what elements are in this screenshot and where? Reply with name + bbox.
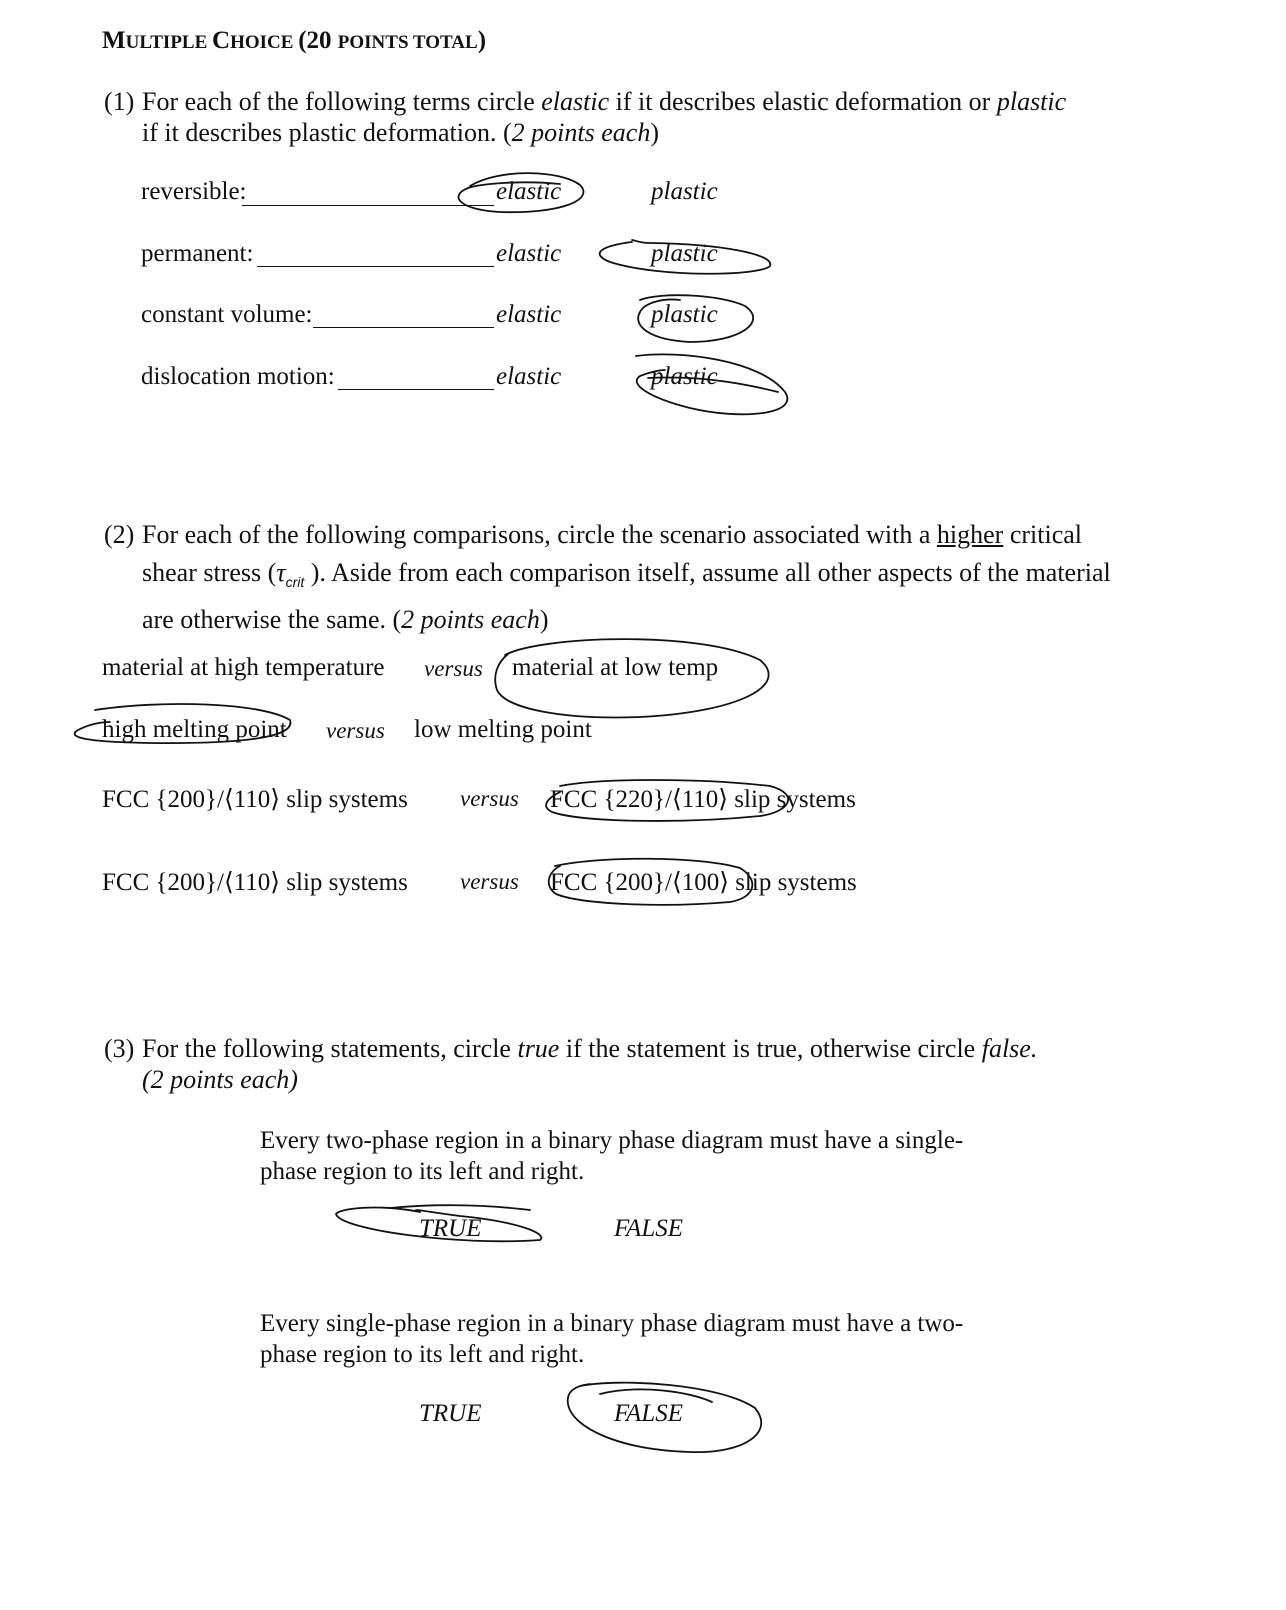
question-3-prompt: (3) For the following statements, circle true if the statement is true, otherwise circle false. (2 points each) [104,1034,1038,1094]
q1-option-elastic-1[interactable]: elastic [496,178,562,205]
q2-versus-1: versus [424,656,483,681]
q1-option-plastic-1[interactable]: plastic [651,178,718,205]
q1-term-permanent: permanent: [141,240,254,267]
q3-option-false-1[interactable]: FALSE [614,1215,683,1242]
section-title: MULTIPLE CHOICE (20 POINTS TOTAL) [102,27,487,54]
q3-option-true-1[interactable]: TRUE [419,1215,482,1242]
q1-blank-2 [257,266,494,267]
q1-option-plastic-2[interactable]: plastic [651,240,718,267]
q2-versus-2: versus [326,718,385,743]
ink-stroke-true-1 [390,1205,530,1210]
q2-option-left-1[interactable]: material at high temperature [102,654,385,681]
q2-versus-3: versus [460,786,519,811]
q1-option-elastic-3[interactable]: elastic [496,301,562,328]
question-2-prompt: (2) For each of the following comparisons, circle the scenario associated with a higher critical shear stress ($\tau_{crit}$ ). Aside from each comparison itself, assume all other aspects of the material are otherwise the same. (2 points each) [104,520,1111,634]
q3-statement-2: Every single-phase region in a binary phase diagram must have a two-phase region to its left and right. [260,1310,964,1368]
q2-option-left-2[interactable]: high melting point [102,716,287,743]
q1-blank-1 [242,205,494,206]
question-1-prompt: (1) For each of the following terms circle elastic if it describes elastic deformation or plastic if it describes plastic deformation. (2 points each) [104,87,1067,147]
q2-option-right-2[interactable]: low melting point [414,716,592,743]
q1-term-dislocation-motion: dislocation motion: [141,363,335,390]
q1-blank-3 [313,327,494,328]
q1-blank-4 [338,389,494,390]
q3-option-false-2[interactable]: FALSE [614,1400,683,1427]
q2-option-right-1[interactable]: material at low temp [512,654,719,681]
q2-option-right-4[interactable]: FCC {200}/⟨100⟩ slip systems [550,869,857,896]
q2-versus-4: versus [460,869,519,894]
q1-term-reversible: reversible: [141,178,247,205]
q1-term-constant-volume: constant volume: [141,301,313,328]
q1-option-elastic-4[interactable]: elastic [496,363,562,390]
q3-option-true-2[interactable]: TRUE [419,1400,482,1427]
q1-option-plastic-4[interactable]: plastic [651,363,718,390]
q1-option-plastic-3[interactable]: plastic [651,301,718,328]
q2-option-left-3[interactable]: FCC {200}/⟨110⟩ slip systems [102,786,408,813]
q2-option-left-4[interactable]: FCC {200}/⟨110⟩ slip systems [102,869,408,896]
q2-option-right-3[interactable]: FCC {220}/⟨110⟩ slip systems [550,786,856,813]
q1-option-elastic-2[interactable]: elastic [496,240,562,267]
q3-statement-1: Every two-phase region in a binary phase diagram must have a single-phase region to its left and right. [260,1127,964,1185]
